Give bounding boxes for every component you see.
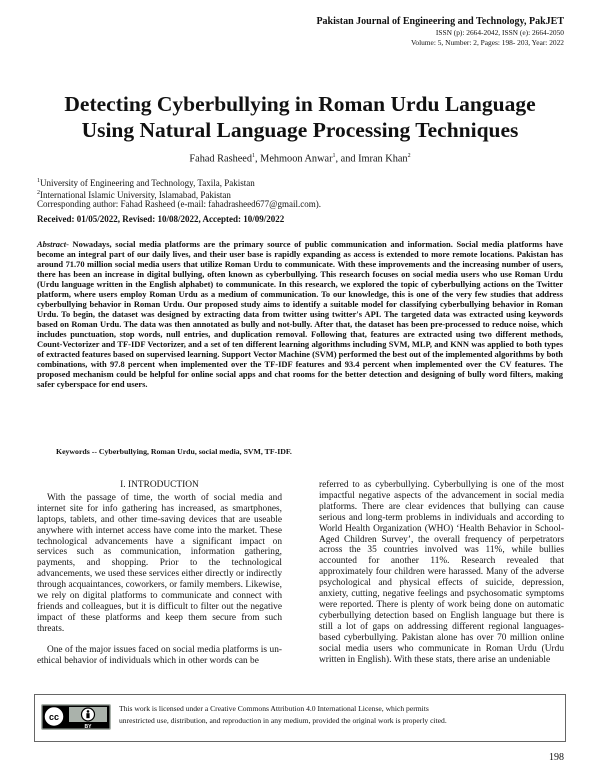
journal-name: Pakistan Journal of Engineering and Technology, PakJET — [316, 16, 564, 27]
submission-dates: Received: 01/05/2022, Revised: 10/08/2022, Accepted: 10/09/2022 — [37, 214, 285, 224]
affiliation-1-text: University of Engineering and Technology, Taxila, Pakistan — [40, 178, 255, 188]
author-2: , Mehmoon Anwar — [255, 153, 333, 165]
badge-text: BY — [84, 724, 92, 730]
section-heading: I. INTRODUCTION — [120, 480, 199, 490]
page-number: 198 — [549, 752, 564, 763]
title-line-1: Detecting Cyberbullying in Roman Urdu Language — [64, 92, 536, 116]
abstract — [37, 239, 563, 389]
author-3: , and Imran Khan — [335, 153, 408, 165]
creative-commons-icon[interactable] — [41, 704, 111, 730]
title-line-2: Using Natural Language Processing Techniques — [81, 118, 519, 142]
keywords: Keywords -- Cyberbullying, Roman Urdu, social media, SVM, TF-IDF. — [56, 447, 292, 456]
license-box — [34, 694, 566, 742]
affiliation-2-mark: 2 — [37, 189, 40, 196]
author-1: Fahad Rasheed — [189, 153, 253, 165]
svg-text:cc: cc — [48, 712, 60, 722]
author-2-affil: 1 — [332, 153, 336, 159]
abstract-text: Nowadays, social media platforms are the primary source of public communication and information. Social media platforms have become an integral part of our daily lives, and their user base is rapidly expanding as access is extended to more remote locations. Pakistan has around 71.70 million social media users that utilize Roman Urdu to communicate. With these improvements and the increasing number of users, there has been an increase in digital bullying, often known as cyberbullying. This research focuses on social media users who use Roman Urdu (Urdu language written in the English alphabet) to communicate. In this research, we explored the topic of cyberbullying actions on the Twitter platform, where users employ Roman Urdu as a medium of communication. To our knowledge, this is one of the very few studies that address cyberbullying behavior in Roman Urdu. Our proposed study aims to identify a suitable model for classifying cyberbullying behavior in Roman Urdu. To begin, the dataset was designed by extracting data from twitter using twitter's API. The targeted data was extracted using keywords based on Roman Urdu. The data was then annotated as bully and not-bully. After that, the dataset has been pre-processed to reduce noise, which includes punctuation, stop words, null entries, and duplication removal. Following that, features are extracted using two different methods, Count-Vectorizer and TF-IDF Vectorizer, and a set of ten different learning algorithms including SVM, MLP, and KNN was applied to both types of extracted features based on supervised learning. Support Vector Machine (SVM) performed the best out of the implemented algorithms by both combinations, with 97.8 percent when implemented over the TF-IDF features and 93.4 percent when implemented over the CV features. The proposed mechanism could be helpful for online social apps and chat rooms for the better detection and designing of bully word filters, making safer cyberspace for end users. — [37, 239, 563, 389]
affiliations — [37, 177, 255, 200]
license-line-1: This work is licensed under a Creative Commons Attribution 4.0 International License, which permits — [119, 704, 429, 713]
affiliation-1 — [37, 177, 255, 189]
paragraph: One of the major issues faced on social media platforms is un-ethical behavior of individuals which in other words can be — [37, 644, 282, 666]
author-1-affil: 1 — [252, 153, 256, 159]
journal-issn: ISSN (p): 2664-2042, ISSN (e): 2664-2050 — [435, 28, 564, 37]
paper-title — [20, 91, 580, 143]
abstract-label: Abstract- — [37, 239, 69, 249]
affiliation-2-text: International Islamic University, Islamabad, Pakistan — [40, 189, 231, 200]
license-text — [119, 703, 559, 726]
author-3-affil: 2 — [407, 153, 411, 159]
journal-volume: Volume: 5, Number: 2, Pages: 198- 203, Year: 2022 — [410, 38, 564, 47]
corresponding-author: Corresponding author: Fahad Rasheed (e-mail: fahadrasheed677@gmail.com). — [37, 199, 321, 209]
left-column — [37, 480, 282, 667]
author-list — [0, 153, 600, 164]
license-line-2: unrestricted use, distribution, and reproduction in any medium, provided the original work is properly cited. — [119, 715, 447, 725]
paragraph: With the passage of time, the worth of social media and internet site for info gathering has increased, as smartphones, laptops, tablets, and other time-saving devices that are useable anywhere with internet access have come into the market. These technological advancements have a significant impact on services such as communication, information gathering, payments, and shopping. Prior to the technological advancements, we used these services either directly or indirectly through acquaintances, coworkers, or family members. Likewise, we rely on digital platforms to communicate and connect with friends and colleagues, but it is difficult to filter out the negative impact of these platforms and keep them secure from such threats. — [37, 492, 282, 634]
right-column — [319, 480, 564, 665]
journal-header — [164, 15, 564, 48]
paragraph: referred to as cyberbullying. Cyberbullying is one of the most impactful negative aspects of the advancement in social media platforms. There are clear evidences that bullying can cause serious and long-term problems in individuals and according to World Health Organization (WHO) ‘Health Behavior in School-Aged Children Survey’, the overall frequency of perpetrators across the 35 countries involved was 11%, while bullies accounted for another 11%. Research revealed that approximately four children were harassed. Many of the adverse psychological and physical effects of suicide, depression, anxiety, cutting, negative feelings and psychosomatic symptoms were reported. There is plenty of work being done on automatic cyberbullying detection based on English language but there is still a lot of gaps on addressing different regional languages-based cyberbullying. Pakistan alone has over 70 million online social media users who communicate in Roman Urdu (Urdu written in English). With these stats, there arise an undeniable — [319, 480, 564, 665]
affiliation-1-mark: 1 — [37, 178, 40, 184]
